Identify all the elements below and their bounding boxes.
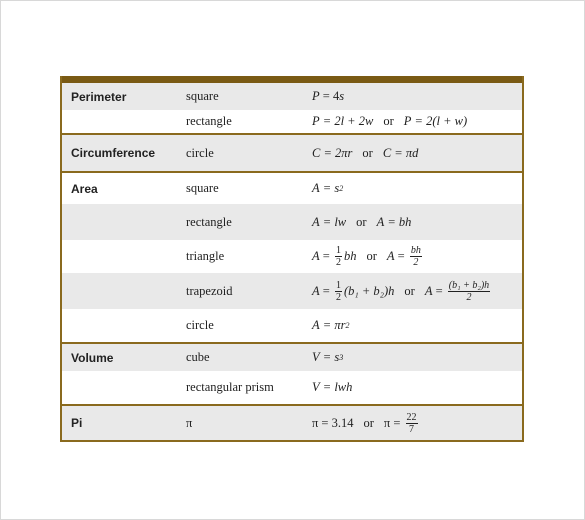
- formula: A = s 2: [312, 181, 344, 195]
- or-label: or: [362, 145, 373, 160]
- or-label: or: [363, 415, 374, 430]
- formula: A = bh: [376, 214, 412, 229]
- shape-label: cube: [186, 350, 210, 364]
- formula: V = s 3: [312, 350, 344, 364]
- formula-cell: [312, 350, 522, 365]
- category-label: Perimeter: [71, 89, 127, 104]
- table-row: [62, 204, 522, 240]
- fraction: $\frac{1}{2}$: [335, 279, 341, 303]
- table-top-bar: [62, 76, 522, 83]
- formula-cell: [312, 380, 522, 395]
- formula: A = lw: [312, 214, 347, 229]
- category-label: Area: [71, 181, 98, 196]
- fraction: $\frac{22}{7}$: [406, 411, 417, 435]
- formula: A = $\frac{bh}{2}$: [386, 245, 421, 268]
- table-row: [62, 273, 522, 309]
- shape-label: square: [186, 89, 219, 103]
- shape-label: rectangle: [186, 214, 232, 229]
- formula-cell: [312, 89, 522, 104]
- formula-cell: [312, 181, 522, 196]
- fraction: $\frac{1}{2}$: [335, 245, 341, 268]
- formula-cell: [312, 318, 522, 333]
- or-label: or: [383, 114, 394, 128]
- formula: A = $\frac{1}{2}$ bh: [312, 245, 357, 268]
- formula: C = πd: [382, 145, 419, 160]
- shape-label: circle: [186, 318, 214, 332]
- table-row: [62, 240, 522, 273]
- category-label: Pi: [71, 416, 83, 430]
- table-row: [62, 110, 522, 133]
- shape-label: square: [186, 181, 219, 195]
- fraction: $\frac{\text{(b₁ + b₂)h}}{2}$: [448, 279, 490, 303]
- formula: P = 2l + 2w: [312, 114, 374, 128]
- formula-cell: [312, 215, 522, 230]
- formula: V = lwh: [312, 380, 353, 394]
- category-label: Circumference: [71, 146, 156, 160]
- fraction: $\frac{bh}{2}$: [410, 245, 421, 268]
- shape-label: circle: [186, 145, 214, 160]
- shape-label: triangle: [186, 249, 225, 263]
- table-row: [62, 342, 522, 371]
- category-label: Volume: [71, 350, 114, 365]
- formula-cell: [312, 114, 522, 129]
- table-row: [62, 133, 522, 171]
- formula-cell: [312, 245, 522, 268]
- or-label: or: [404, 283, 415, 298]
- shape-label: trapezoid: [186, 283, 233, 298]
- table-row: [62, 171, 522, 204]
- formula: A = πr 2: [312, 318, 350, 332]
- formula-cell: [312, 146, 522, 161]
- formula: C = 2πr: [312, 145, 353, 160]
- shape-label: rectangular prism: [186, 380, 274, 394]
- formula: P = 2(l + w): [403, 114, 468, 128]
- formula: P = 4 s: [312, 89, 345, 103]
- shape-label: π: [186, 415, 193, 430]
- formula: π = 3.14: [312, 415, 354, 430]
- formula-cell: [312, 412, 522, 435]
- formula-cell: [312, 280, 522, 303]
- formula: π = $\frac{22}{7}$: [383, 411, 417, 435]
- table-row: [62, 83, 522, 110]
- formula: A = $\frac{1}{2}$ (b₁ + b₂)h: [312, 279, 395, 303]
- shape-label: rectangle: [186, 114, 232, 128]
- table-row: [62, 404, 522, 440]
- table-row: [62, 309, 522, 342]
- table-row: [62, 371, 522, 404]
- formula-table: [60, 76, 524, 442]
- formula: A = $\frac{\text{(b₁ + b₂)h}}{2}$: [424, 279, 490, 303]
- or-label: or: [366, 249, 377, 263]
- or-label: or: [356, 214, 367, 229]
